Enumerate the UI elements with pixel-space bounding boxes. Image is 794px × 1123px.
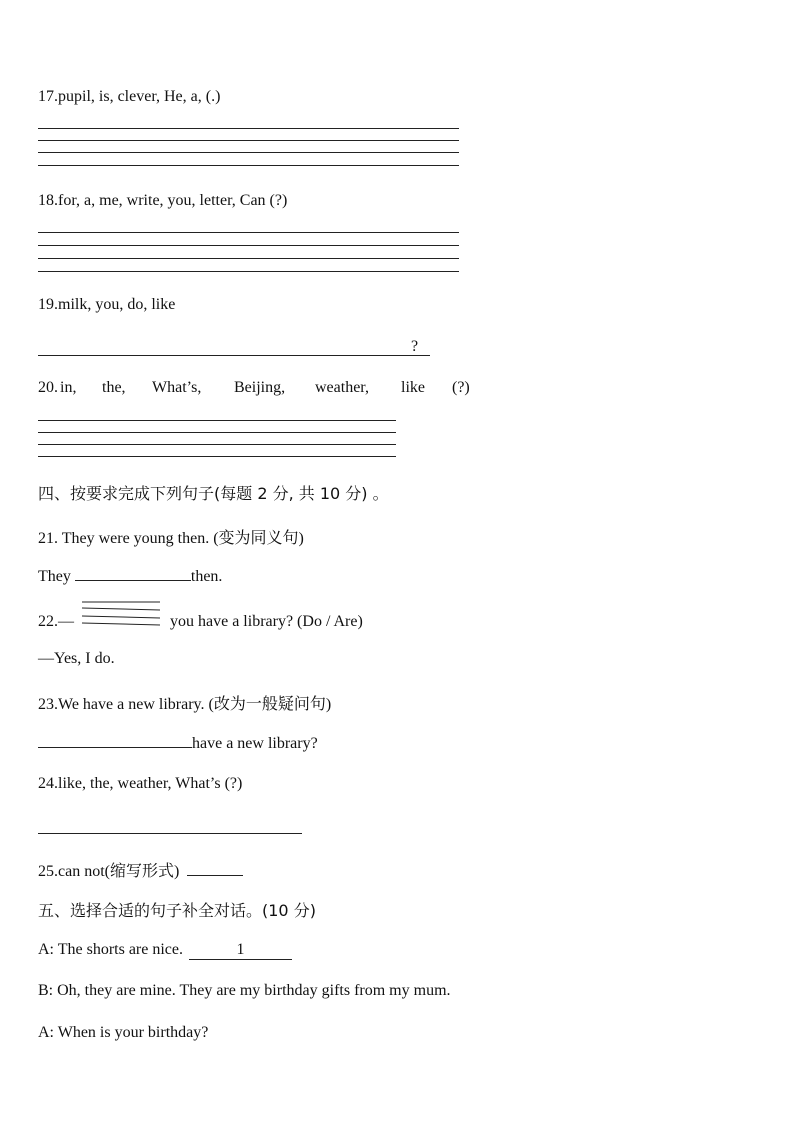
question-text: They were young then. (变为同义句) xyxy=(58,530,304,547)
question-number: 19. xyxy=(38,296,58,313)
question-text: We have a new library. (改为一般疑问句) xyxy=(58,696,332,713)
question-number: 21. xyxy=(38,530,58,547)
answer-line[interactable] xyxy=(38,271,459,272)
dialogue-text: A: The shorts are nice. xyxy=(38,941,183,958)
answer-line[interactable] xyxy=(38,140,459,141)
question-17 xyxy=(38,88,220,106)
question-23 xyxy=(38,691,331,714)
answer-23 xyxy=(38,733,318,753)
dash: — xyxy=(58,613,74,630)
question-number: 24. xyxy=(38,775,58,792)
answer-line[interactable] xyxy=(38,444,396,445)
fill-blank[interactable] xyxy=(38,733,192,748)
question-text: like, the, weather, What’s (?) xyxy=(58,775,243,792)
section-heading: 四、按要求完成下列句子(每题 2 分, 共 10 分) 。 xyxy=(38,484,389,503)
question-number: 22. xyxy=(38,613,58,630)
answer-line[interactable] xyxy=(38,420,396,421)
question-text: milk, you, do, like xyxy=(58,296,176,313)
dialogue-line-1 xyxy=(38,941,292,960)
question-text: pupil, is, clever, He, a, (.) xyxy=(58,88,221,105)
question-number: 25. xyxy=(38,863,58,880)
question-18 xyxy=(38,192,287,210)
question-mark: ? xyxy=(411,338,419,355)
fill-blank[interactable] xyxy=(75,566,191,581)
word-tile: in, xyxy=(60,379,77,396)
answer-prefix: They xyxy=(38,568,71,585)
answer-suffix: then. xyxy=(190,568,223,585)
question-19 xyxy=(38,296,175,314)
answer-line[interactable] xyxy=(38,128,459,129)
word-tile: the, xyxy=(102,379,126,396)
question-25 xyxy=(38,858,243,881)
question-text: you have a library? (Do / Are) xyxy=(170,613,363,630)
question-number: 20. xyxy=(38,379,58,396)
dialogue-line-3: A: When is your birthday? xyxy=(38,1024,209,1041)
answer-line[interactable] xyxy=(38,456,396,457)
word-tile: like xyxy=(401,379,425,396)
answer-line[interactable] xyxy=(38,232,459,233)
question-text: can not(缩写形式) xyxy=(58,863,180,880)
question-24 xyxy=(38,775,242,793)
answer-line[interactable] xyxy=(38,245,459,246)
fill-blank[interactable] xyxy=(187,861,243,876)
reply-22: —Yes, I do. xyxy=(38,650,115,667)
word-tile: Beijing, xyxy=(234,379,286,396)
question-number: 23. xyxy=(38,696,58,713)
question-text: for, a, me, write, you, letter, Can (?) xyxy=(58,192,288,209)
answer-line[interactable] xyxy=(38,833,302,834)
answer-line[interactable] xyxy=(38,165,459,166)
dialogue-line-2: B: Oh, they are mine. They are my birthday gifts from my mum. xyxy=(38,982,451,999)
answer-line[interactable] xyxy=(38,258,459,259)
question-20 xyxy=(38,379,478,399)
section-heading: 五、选择合适的句子补全对话。(10 分) xyxy=(38,901,316,920)
blank-number: 1 xyxy=(236,941,245,958)
question-number: 18. xyxy=(38,192,58,209)
question-22-number xyxy=(38,613,74,631)
answer-suffix: have a new library? xyxy=(192,735,318,752)
word-tile: weather, xyxy=(315,379,369,396)
answer-line[interactable] xyxy=(38,152,459,153)
word-tile: (?) xyxy=(452,379,470,396)
word-tile: What’s, xyxy=(152,379,202,396)
answer-lines-22[interactable] xyxy=(80,598,164,630)
answer-line[interactable] xyxy=(38,432,396,433)
answer-21 xyxy=(38,566,222,586)
question-21 xyxy=(38,525,304,548)
fill-blank-1[interactable] xyxy=(189,941,292,960)
question-number: 17. xyxy=(38,88,58,105)
answer-line[interactable] xyxy=(38,355,430,356)
